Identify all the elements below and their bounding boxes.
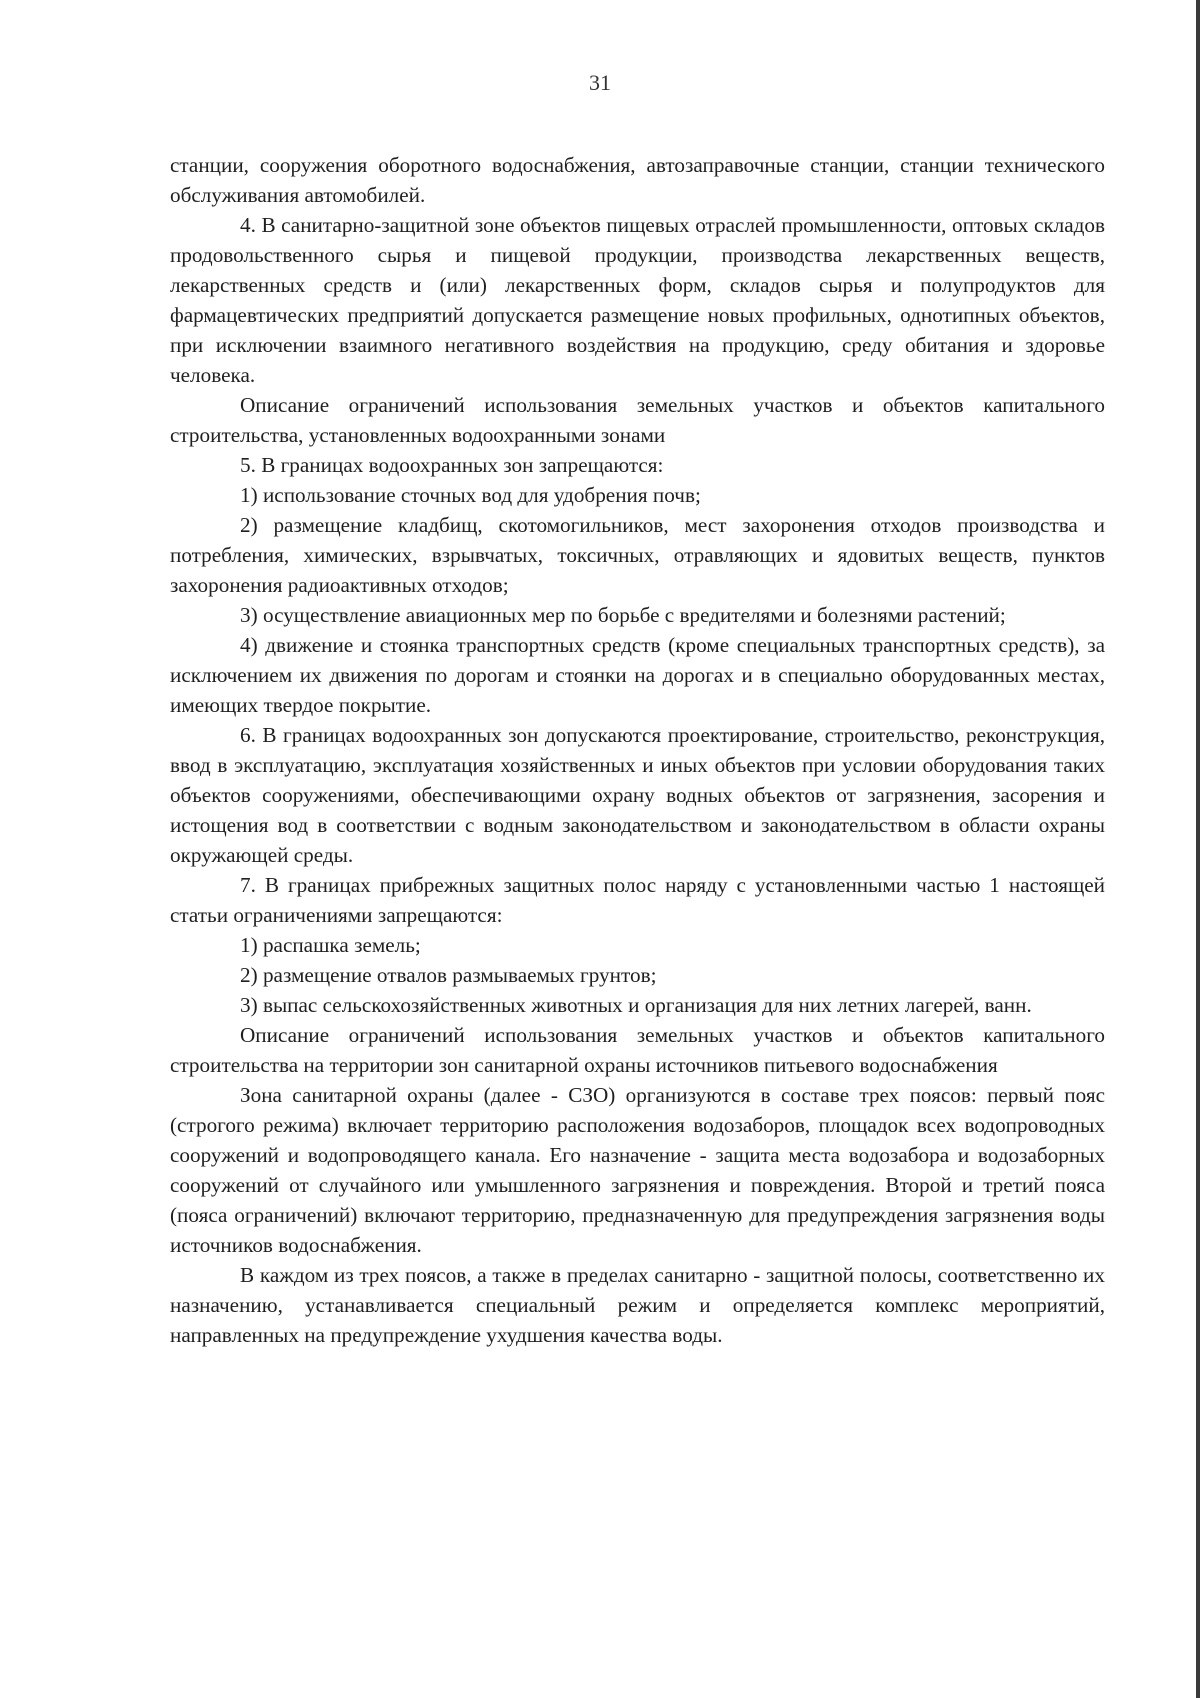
paragraph: В каждом из трех поясов, а также в пределах санитарно - защитной полосы, соответственно их назначению, устанавливается специальный режим и определяется комплекс мероприятий, направленных на предупреждение ухудшения качества воды. — [170, 1263, 1105, 1347]
list-item: 2) размещение кладбищ, скотомогильников, мест захоронения отходов производства и потребления, химических, взрывчатых, токсичных, отравляющих и ядовитых веществ, пунктов захоронения радиоактивных отходов; — [170, 513, 1105, 597]
list-item: 4) движение и стоянка транспортных средств (кроме специальных транспортных средств), за исключением их движения по дорогам и стоянки на дорогах и в специально оборудованных местах, имеющих твердое покрытие. — [170, 633, 1105, 717]
paragraph: Зона санитарной охраны (далее - СЗО) организуются в составе трех поясов: первый пояс (строгого режима) включает территорию расположения водозаборов, площадок всех водопроводных сооружений и водопроводящего канала. Его назначение - защита места водозабора и водозаборных сооружений от случайного или умышленного загрязнения и повреждения. Второй и третий пояса (пояса ограничений) включают территорию, предназначенную для предупреждения загрязнения воды источников водоснабжения. — [170, 1083, 1105, 1257]
list-item: 1) использование сточных вод для удобрения почв; — [240, 483, 701, 507]
document-body — [170, 150, 1105, 1350]
paragraph: 4. В санитарно-защитной зоне объектов пищевых отраслей промышленности, оптовых складов продовольственного сырья и пищевой продукции, производства лекарственных веществ, лекарственных средств и (или) лекарственных форм, складов сырья и полупродуктов для фармацевтических предприятий допускается размещение новых профильных, однотипных объектов, при исключении взаимного негативного воздействия на продукцию, среду обитания и здоровье человека. — [170, 213, 1105, 387]
page-edge — [1196, 0, 1200, 1698]
list-item: 3) осуществление авиационных мер по борьбе с вредителями и болезнями растений; — [240, 603, 1006, 627]
section-heading: Описание ограничений использования земельных участков и объектов капитального строительства на территории зон санитарной охраны источников питьевого водоснабжения — [170, 1023, 1105, 1077]
list-item: 2) размещение отвалов размываемых грунтов; — [240, 963, 657, 987]
paragraph: станции, сооружения оборотного водоснабжения, автозаправочные станции, станции технического обслуживания автомобилей. — [170, 153, 1105, 207]
page-number: 31 — [589, 70, 611, 95]
section-heading: Описание ограничений использования земельных участков и объектов капитального строительства, установленных водоохранными зонами — [170, 393, 1105, 447]
list-item: 1) распашка земель; — [240, 933, 421, 957]
paragraph: 7. В границах прибрежных защитных полос наряду с установленными частью 1 настоящей статьи ограничениями запрещаются: — [170, 873, 1105, 927]
list-item: 3) выпас сельскохозяйственных животных и организация для них летних лагерей, ванн. — [240, 993, 1032, 1017]
paragraph: 5. В границах водоохранных зон запрещаются: — [240, 453, 664, 477]
paragraph: 6. В границах водоохранных зон допускаются проектирование, строительство, реконструкция, ввод в эксплуатацию, эксплуатация хозяйственных и иных объектов при условии оборудования таких объектов сооружениями, обеспечивающими охрану водных объектов от загрязнения, засорения и истощения вод в соответствии с водным законодательством и законодательством в области охраны окружающей среды. — [170, 723, 1105, 867]
